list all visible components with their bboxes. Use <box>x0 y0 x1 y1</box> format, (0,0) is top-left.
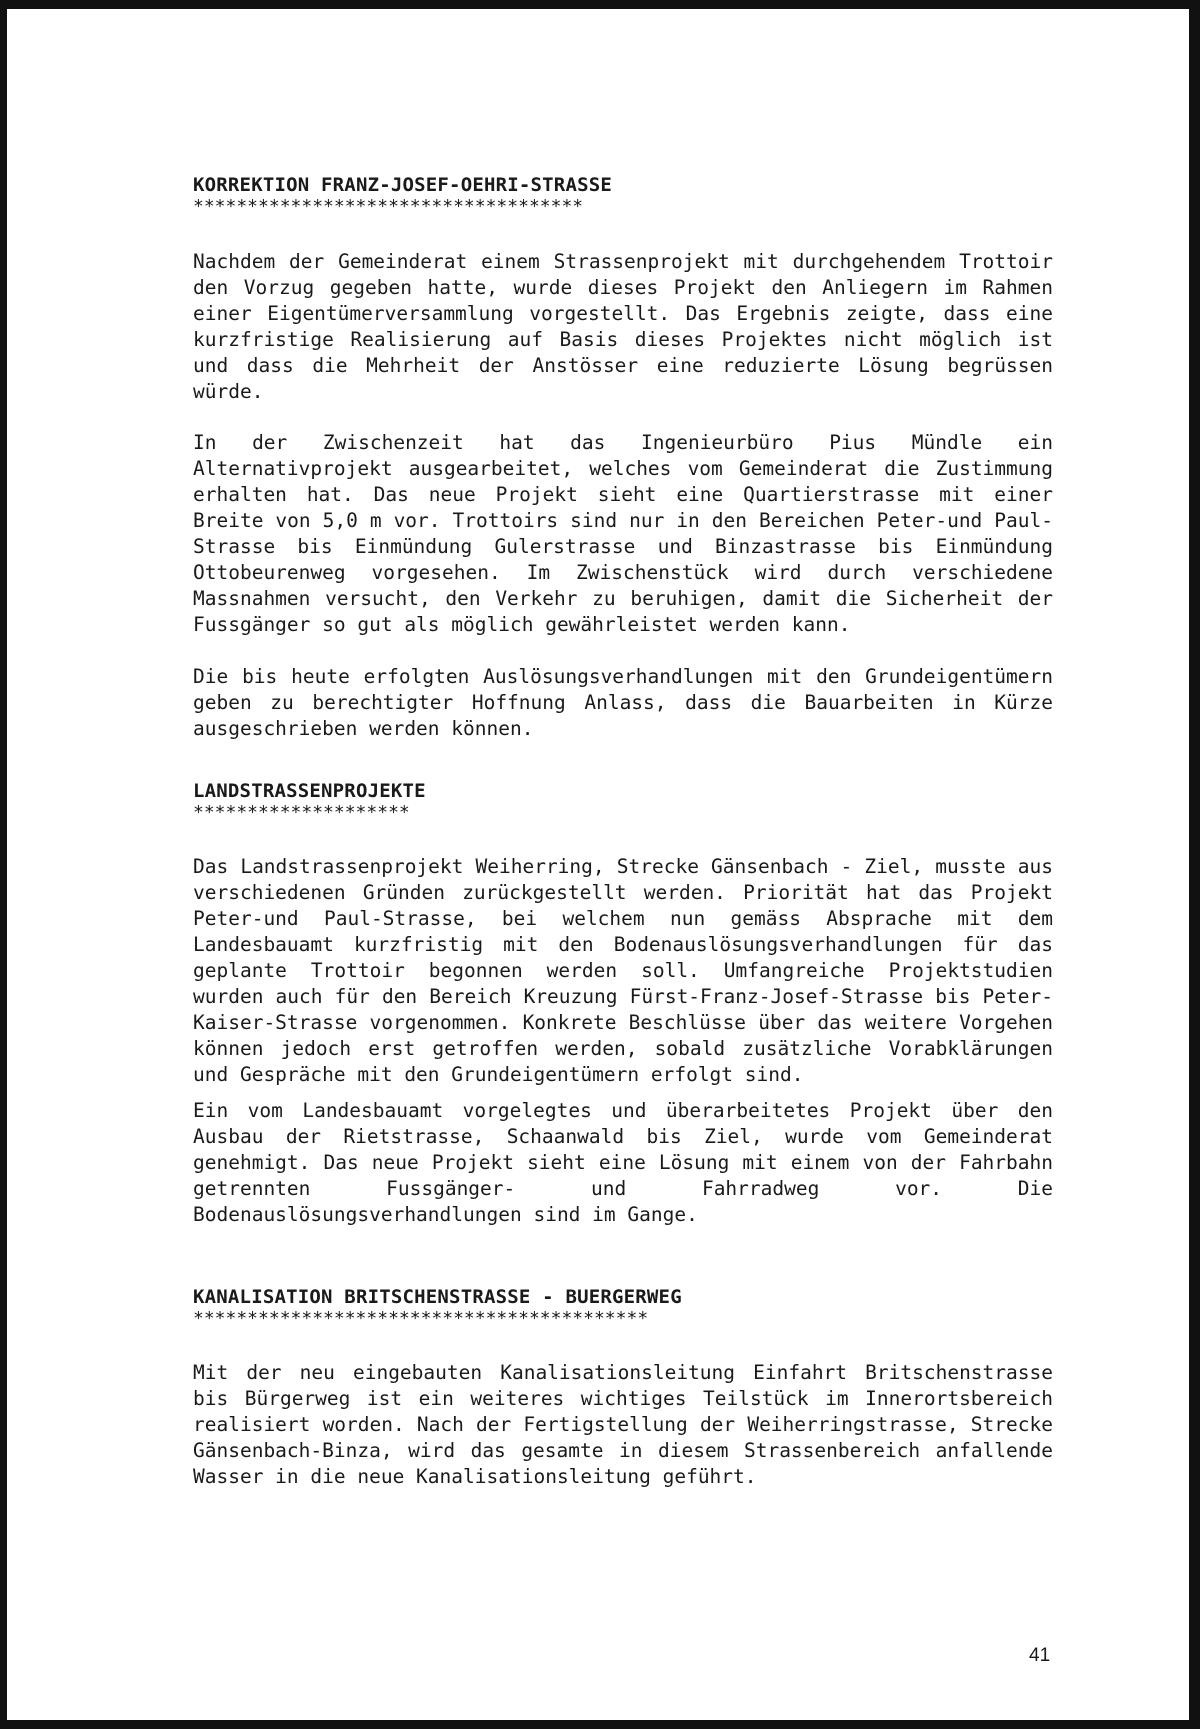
paragraph: Nachdem der Gemeinderat einem Strassenprojekt mit durchgehendem Trottoir den Vorzug gegeben hatte, wurde dieses Projekt den Anliegern im Rahmen einer Eigentümerversammlung vorgestellt. Das Ergebnis zeigte, dass eine kurzfristige Realisierung auf Basis dieses Projektes nicht möglich ist und dass die Mehrheit der Anstösser eine reduzierte Lösung begrüssen würde. <box>193 250 1053 403</box>
section-heading-landstrassen: LANDSTRASSENPROJEKTE <box>193 780 426 802</box>
section-heading-kanalisation: KANALISATION BRITSCHENSTRASSE - BUERGERWEG <box>193 1286 682 1308</box>
document-body <box>193 172 1053 1490</box>
page-number: 41 <box>1029 1645 1051 1666</box>
paragraph: Mit der neu eingebauten Kanalisationsleitung Einfahrt Britschenstrasse bis Bürgerweg ist ein weiteres wichtiges Teilstück im Innerortsbereich realisiert worden. Nach der Fertigstellung der Weiherringstrasse, Strecke Gänsenbach-Binza, wird das gesamte in diesem Strassenbereich anfallende Wasser in die neue Kanalisationsleitung geführt. <box>193 1361 1053 1488</box>
paragraph: In der Zwischenzeit hat das Ingenieurbüro Pius Mündle ein Alternativprojekt ausgearbeitet, welches vom Gemeinderat die Zustimmung erhalten hat. Das neue Projekt sieht eine Quartierstrasse mit einer Breite von 5,0 m vor. Trottoirs sind nur in den Bereichen Peter-und Paul-Strasse bis Einmündung Gulerstrasse und Binzastrasse bis Einmündung Ottobeurenweg vorgesehen. Im Zwischenstück wird durch verschiedene Massnahmen versucht, den Verkehr zu beruhigen, damit die Sicherheit der Fussgänger so gut als möglich gewährleistet werden kann. <box>193 431 1053 636</box>
heading-underline: ****************************************** <box>193 1310 649 1328</box>
paragraph: Ein vom Landesbauamt vorgelegtes und überarbeitetes Projekt über den Ausbau der Rietstrasse, Schaanwald bis Ziel, wurde vom Gemeinderat genehmigt. Das neue Projekt sieht eine Lösung mit einem von der Fahrbahn getrennten Fussgänger- und Fahrradweg vor. Die Bodenauslösungsverhandlungen sind im Gange. <box>193 1099 1053 1226</box>
section-heading-oehri: KORREKTION FRANZ-JOSEF-OEHRI-STRASSE <box>193 174 613 196</box>
heading-underline: ************************************ <box>193 198 584 216</box>
heading-underline: ******************** <box>193 804 410 822</box>
paragraph: Die bis heute erfolgten Auslösungsverhandlungen mit den Grundeigentümern geben zu berechtigter Hoffnung Anlass, dass die Bauarbeiten in Kürze ausgeschrieben werden können. <box>193 665 1053 740</box>
paragraph: Das Landstrassenprojekt Weiherring, Strecke Gänsenbach - Ziel, musste aus verschiedenen Gründen zurückgestellt werden. Priorität hat das Projekt Peter-und Paul-Strasse, bei welchem nun gemäss Absprache mit dem Landesbauamt kurzfristig mit den Bodenauslösungsverhandlungen für das geplante Trottoir begonnen werden soll. Umfangreiche Projektstudien wurden auch für den Bereich Kreuzung Fürst-Franz-Josef-Strasse bis Peter-Kaiser-Strasse vorgenommen. Konkrete Beschlüsse über das weitere Vorgehen können jedoch erst getroffen werden, sobald zusätzliche Vorabklärungen und Gespräche mit den Grundeigentümern erfolgt sind. <box>193 855 1053 1086</box>
